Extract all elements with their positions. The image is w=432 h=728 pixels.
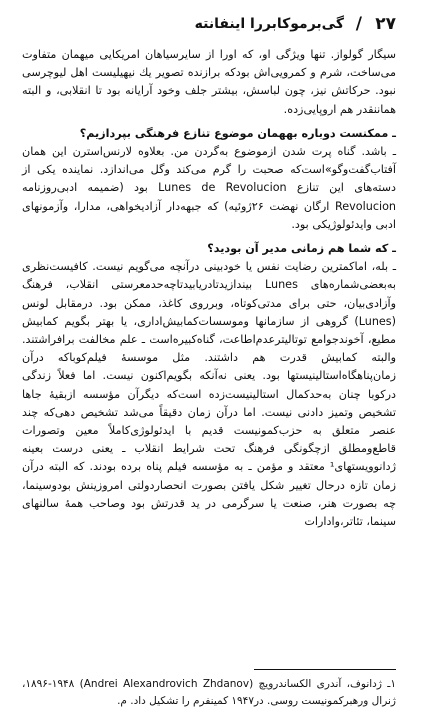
page-header [22,14,396,36]
interview-question: ـ که شما هم زمانی مدیر آن بودید؟ [207,242,396,256]
header-separator: / [355,14,362,34]
page-body [22,46,396,531]
footnote-text: ۱ـ ژدانوف، آندری الکساندرویچ (Andrei Alexandrovich Zhdanov) ۱۸۹۶-۱۹۴۸، ژنرال ورهبرکمونیست روسی. در۱۹۴۷ کمینفرم را تشکیل داد. م. [22,678,396,707]
interview-question: ـ ممکنست دوباره بههمان موضوع تنازع فرهنگی بپردازیم؟ [79,126,396,140]
footnote [22,676,396,710]
footnote-divider [254,669,396,670]
running-title: گی‌برموکابررا اینفانته [194,16,344,32]
body-paragraph: سیگار گولواز. تنها ویژگی او، که اورا از سایرسیاهان امریکایی میهمان متفاوت می‌ساخت، شرم و کمرویی‌اش بودکه برازنده تصویر یك نیهیلیست اهل لیوچرسی نبود. حرکاتش نیز، چون لباسش، بیشتر جلف وخود آرایانه بود تا انقلابی، و البته هماننقدر هم اروپایی‌زده. [22,48,396,116]
body-paragraph: ـ بله، اماکمترین رضایت نفس یا خودبینی درآنچه می‌گویم نیست. کافیست‌نظری به‌بعضی‌شماره‌های Lunes بیندازیدتادریابیدتاچه‌حدمعرستی انقلاب، فرهنگ وآزادی‌بیان، حتی برای مدتی‌کوتاه، وبرروی کاغذ، ممکن بود. درمقابل لونس (Lunes) گروهی از سازمانها وموسسات‌کمابیش‌اداری، یا بهتر بگویم کمابیش مطیع، آخوندجوامع توتالیترعدم‌اطاعت، گناه‌کبیره‌است ـ علم مخالفت برافراشتند. والبته کمابیش قدرت هم داشتند. مثل موسسهٔ فیلم‌کوباکه درآن زمان‌پناهگاه‌استالینیستها بود. یعنی نه‌آنکه بگویم‌اکنون نیست. اما فعلاً زندگی درکوبا چنان به‌حدکمال استالینیست‌زده است‌که دیگرآن مؤسسه ازبقیهٔ جاها تشخیص وتمیز دادنی نیست. اما درآن زمان دقیقاً می‌شد تشخیص دهی‌که چند عنصر متعلق به‌ حزب‌کمونیست قدیم با ایدئولوژی‌کاملاً معین وتصورات قاطع‌ومطلق ازچگونگی فرهنگ تحت شرایط انقلاب ـ یعنی درست بعینه ژدانوویستهای¹ معتقد و مؤمن ـ به مؤسسه فیلم پناه برده بودند. که البته درآن زمان تازه درحال تغییر شکل یافتن بصورت انحصاردولتی امروزینش بودوسینما، چه بصورت هنر، صنعت یا سرگرمی در ید قدرتش بود وصاحب همهٔ سالنهای سینما، تئاتر،وادارات [22,260,396,529]
page-number: ۲۷ [375,14,396,34]
body-paragraph: ـ باشد. گناه پرت شدن ازموضوع به‌گردن من. بعلاوه لارنس‌استرن این همان آفتاب‌گفت‌وگو»است‌که صحبت را گرم می‌کند وگل می‌اندازد. نماینده یکی از دسته‌های این تنازع Lunes de Revolucion بود (ضمیمه ادبی‌روزنامه Revolucion ارگان نهضت ۲۶ژوئیه) که جبهه‌دار آزادیخواهی، مدارا، وآزمونهای ادبی وایدئولوژیکی بود. [22,145,397,231]
